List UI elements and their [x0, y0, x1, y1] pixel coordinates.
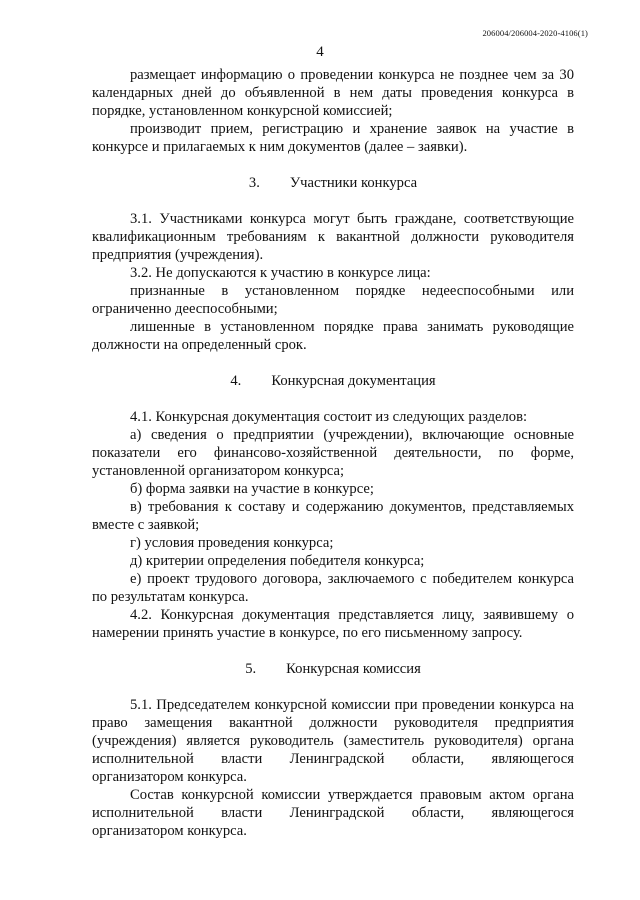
section-3-paragraph-2: 3.2. Не допускаются к участию в конкурсе лица:: [130, 265, 431, 281]
section-5-heading: [92, 660, 574, 678]
section-4-paragraph-4: в) требования к составу и содержанию документов, представляемых вместе с заявкой;: [92, 499, 574, 533]
section-4-title: Конкурсная документация: [271, 373, 436, 389]
page-number: 4: [316, 44, 324, 60]
section-4-paragraph-5: г) условия проведения конкурса;: [130, 535, 334, 551]
section-4-paragraph-8: 4.2. Конкурсная документация представляется лицу, заявившему о намерении принять участие в конкурсе, по его письменному запросу.: [92, 607, 574, 641]
spacer: [92, 678, 574, 696]
intro-paragraph-1: размещает информацию о проведении конкурса не позднее чем за 30 календарных дней до объявленной в нем даты проведения конкурса в порядке, установленном конкурсной комиссией;: [92, 67, 574, 119]
document-id: 206004/206004-2020-4106(1): [482, 28, 588, 38]
spacer: [92, 642, 574, 660]
section-4-paragraph-3: б) форма заявки на участие в конкурсе;: [130, 481, 374, 497]
spacer: [92, 354, 574, 372]
section-5-paragraph-1: 5.1. Председателем конкурсной комиссии при проведении конкурса на право замещения вакантной должности руководителя предприятия (учреждения) является руководитель (заместитель руководителя) органа исполнительной власти Ленинградской области, являющегося организатором конкурса.: [92, 697, 574, 785]
spacer: [92, 390, 574, 408]
section-3-paragraph-4: лишенные в установленном порядке права занимать руководящие должности на определенный срок.: [92, 319, 574, 353]
section-3-number: 3.: [248, 175, 260, 191]
spacer: [92, 192, 574, 210]
section-3-paragraph-1: 3.1. Участниками конкурса могут быть граждане, соответствующие квалификационным требованиям к вакантной должности руководителя предприятия (учреждения).: [92, 211, 574, 263]
intro-paragraph-2: производит прием, регистрацию и хранение заявок на участие в конкурсе и прилагаемых к ним документов (далее – заявки).: [92, 121, 574, 155]
section-4-heading: [92, 372, 574, 390]
section-4-number: 4.: [230, 373, 242, 389]
document-body: [92, 66, 574, 840]
section-5-number: 5.: [245, 661, 257, 677]
spacer: [92, 156, 574, 174]
section-5-paragraph-2: Состав конкурсной комиссии утверждается правовым актом органа исполнительной власти Ленинградской области, являющегося организатором конкурса.: [92, 787, 574, 839]
section-4-paragraph-1: 4.1. Конкурсная документация состоит из следующих разделов:: [130, 409, 528, 425]
section-3-heading: [92, 174, 574, 192]
section-4-paragraph-6: д) критерии определения победителя конкурса;: [130, 553, 425, 569]
section-4-paragraph-7: е) проект трудового договора, заключаемого с победителем конкурса по результатам конкурса.: [92, 571, 574, 605]
section-3-paragraph-3: признанные в установленном порядке недееспособными или ограниченно дееспособными;: [92, 283, 574, 317]
section-4-paragraph-2: а) сведения о предприятии (учреждении), включающие основные показатели его финансово-хозяйственной деятельности, по форме, установленной организатором конкурса;: [92, 427, 574, 479]
section-3-title: Участники конкурса: [289, 175, 418, 191]
section-5-title: Конкурсная комиссия: [286, 661, 421, 677]
